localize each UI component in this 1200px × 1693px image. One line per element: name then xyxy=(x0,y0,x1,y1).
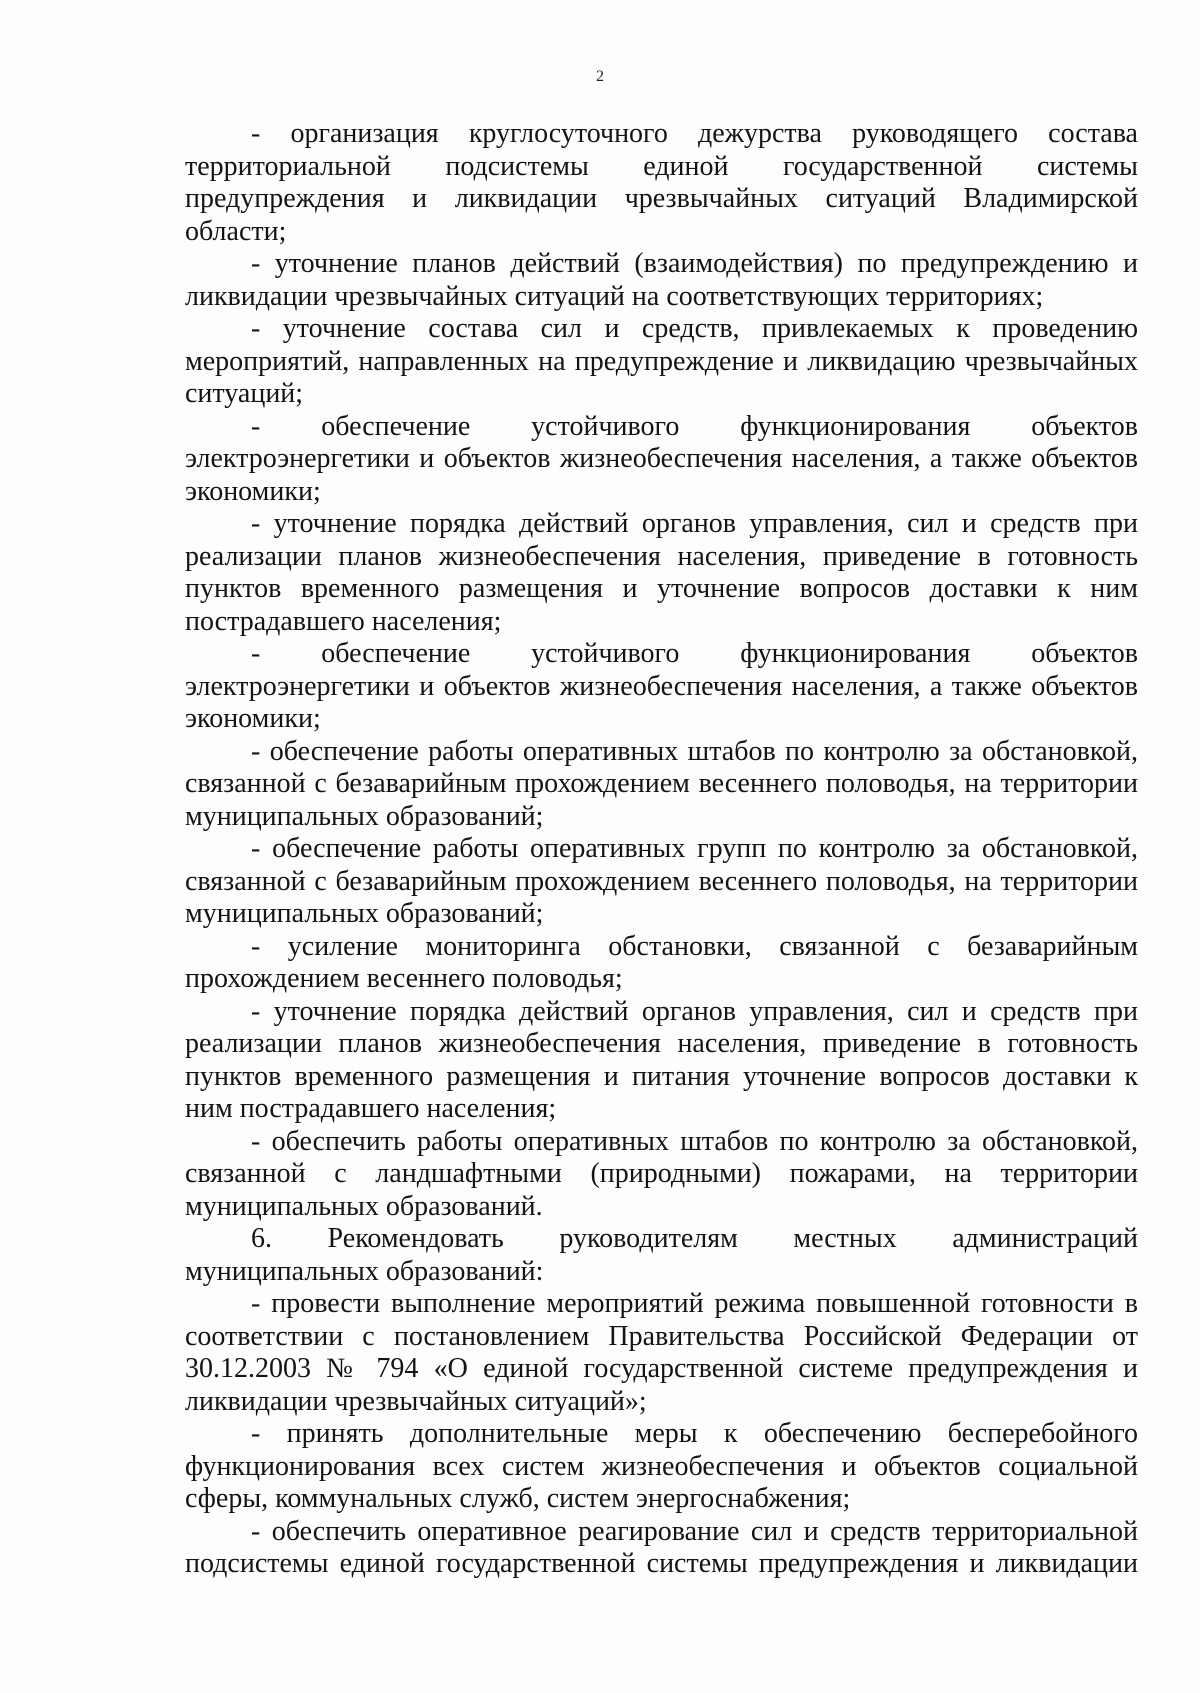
paragraph-wildfire-headquarters: - обеспечить работы оперативных штабов по контролю за обстановкой, связанной с ландшафтными (природными) пожарами, на территории муниципальных образований. xyxy=(185,1125,1138,1222)
document-body xyxy=(185,118,1138,1581)
paragraph-rapid-response: - обеспечить оперативное реагирование сил и средств территориальной подсистемы единой государственной системы предупреждения и ликвидации xyxy=(185,1515,1138,1579)
paragraph-action-plans: - уточнение планов действий (взаимодействия) по предупреждению и ликвидации чрезвычайных ситуаций на соответствующих территориях; xyxy=(185,248,1138,312)
paragraph-operational-groups: - обеспечение работы оперативных групп по контролю за обстановкой, связанной с безаварийным прохождением весеннего половодья, на территории муниципальных образований; xyxy=(185,833,1138,929)
paragraph-monitoring: - усиление мониторинга обстановки, связанной с безаварийным прохождением весеннего половодья; xyxy=(185,930,1138,994)
paragraph-forces-composition: - уточнение состава сил и средств, привлекаемых к проведению мероприятий, направленных на предупреждение и ликвидацию чрезвычайных ситуаций; xyxy=(185,313,1138,409)
page-number: 2 xyxy=(596,68,604,85)
paragraph-readiness-measures: - провести выполнение мероприятий режима повышенной готовности в соответствии с постановлением Правительства Российской Федерации от 30.12.2003 № 794 «О единой государственной системе предупреждения и ликвидации чрезвычайных ситуаций»; xyxy=(185,1288,1138,1417)
paragraph-action-order: - уточнение порядка действий органов управления, сил и средств при реализации планов жизнеобеспечения населения, приведение в готовность пунктов временного размещения и уточнение вопросов доставки к ним пострадавшего населения; xyxy=(185,508,1138,637)
paragraph-additional-measures: - принять дополнительные меры к обеспечению бесперебойного функционирования всех систем жизнеобеспечения и объектов социальной сферы, коммунальных служб, систем энергоснабжения; xyxy=(185,1418,1138,1514)
paragraph-operational-headquarters: - обеспечение работы оперативных штабов по контролю за обстановкой, связанной с безаварийным прохождением весеннего половодья, на территории муниципальных образований; xyxy=(185,735,1138,832)
paragraph-action-order-repeat: - уточнение порядка действий органов управления, сил и средств при реализации планов жизнеобеспечения населения, приведение в готовность пунктов временного размещения и питания уточнение вопросов доставки к ним пострадавшего населения; xyxy=(185,995,1138,1124)
paragraph-duty-organization: - организация круглосуточного дежурства руководящего состава территориальной подсистемы единой государственной системы предупреждения и ликвидации чрезвычайных ситуаций Владимирской области; xyxy=(185,118,1138,247)
paragraph-section-6: 6. Рекомендовать руководителям местных администраций муниципальных образований: xyxy=(185,1223,1138,1287)
paragraph-stable-functioning-repeat: - обеспечение устойчивого функционирования объектов электроэнергетики и объектов жизнеобеспечения населения, а также объектов экономики; xyxy=(185,638,1138,734)
paragraph-stable-functioning: - обеспечение устойчивого функционирования объектов электроэнергетики и объектов жизнеобеспечения населения, а также объектов экономики; xyxy=(185,410,1138,507)
